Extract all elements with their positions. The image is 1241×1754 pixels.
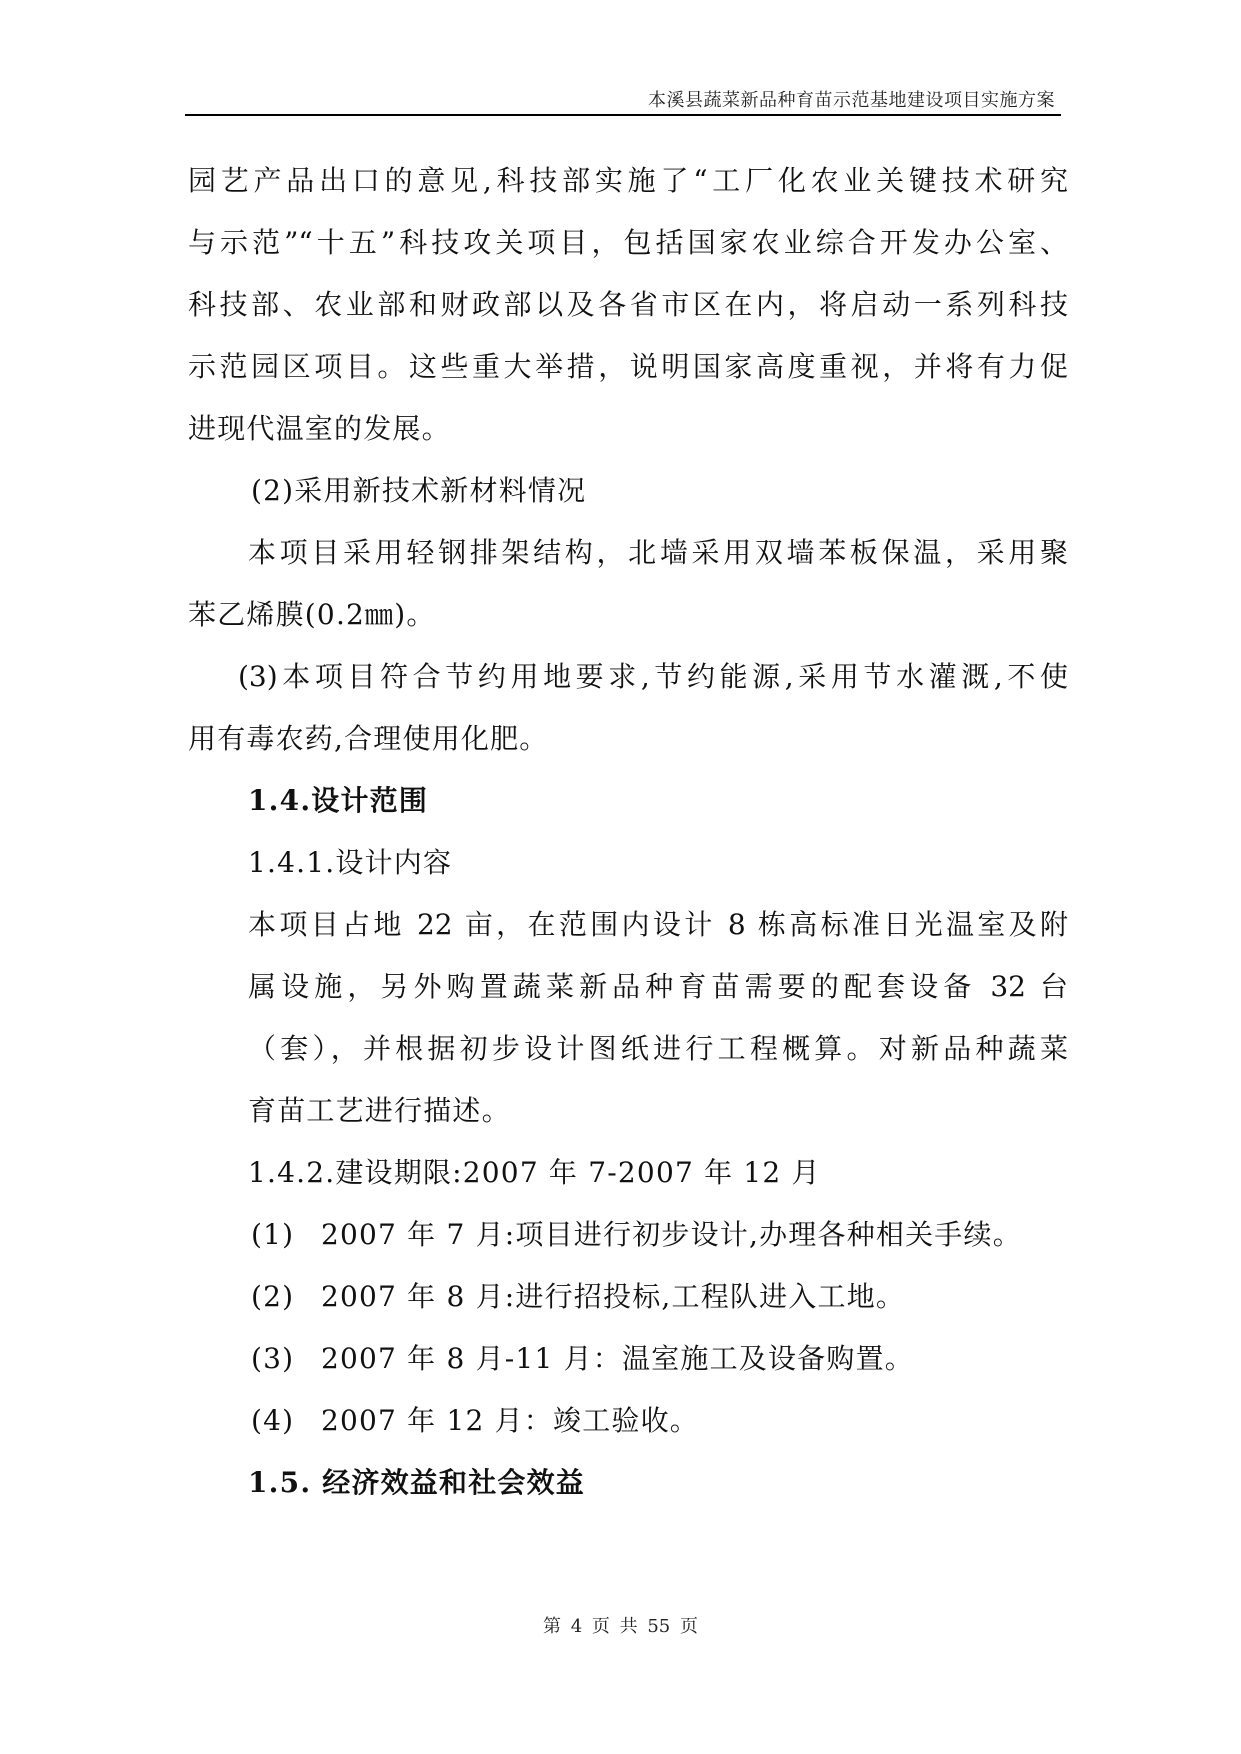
schedule-item-number: (4) — [251, 1404, 295, 1437]
schedule-item-text: 2007 年 8 月-11 月：温室施工及设备购置。 — [321, 1342, 914, 1375]
schedule-item-text: 2007 年 8 月:进行招投标,工程队进入工地。 — [321, 1280, 906, 1313]
schedule-item — [188, 1328, 1068, 1390]
header-title: 本溪县蔬菜新品种育苗示范基地建设项目实施方案 — [648, 90, 1055, 111]
paragraph-line: 示范园区项目。这些重大举措，说明国家高度重视，并将有力促 — [188, 350, 1068, 383]
paragraph-line: 科技部、农业部和财政部以及各省市区在内，将启动一系列科技 — [188, 288, 1068, 321]
document-body — [188, 150, 1068, 1514]
schedule-item-text: 2007 年 7 月:项目进行初步设计,办理各种相关手续。 — [321, 1218, 1022, 1251]
paragraph-line: (3)本项目符合节约用地要求,节约能源,采用节水灌溉,不使 — [238, 660, 1068, 693]
paragraph-line: （套），并根据初步设计图纸进行工程概算。对新品种蔬菜 — [248, 1032, 1068, 1065]
paragraph-line: 本项目采用轻钢排架结构，北墙采用双墙苯板保温，采用聚 — [248, 536, 1068, 569]
paragraph-line: 属设施，另外购置蔬菜新品种育苗需要的配套设备 32 台 — [248, 970, 1068, 1003]
page-footer: 第 4 页 共 55 页 — [543, 1616, 698, 1637]
schedule-item — [188, 1266, 1068, 1328]
section-heading-1-5: 1.5. 经济效益和社会效益 — [248, 1466, 586, 1499]
section-heading-1-4-2: 1.4.2.建设期限:2007 年 7-2007 年 12 月 — [248, 1156, 821, 1189]
page-header — [185, 82, 1061, 116]
paragraph-line: 与示范”“十五”科技攻关项目，包括国家农业综合开发办公室、 — [188, 226, 1068, 259]
paragraph-line: 园艺产品出口的意见,科技部实施了“工厂化农业关键技术研究 — [188, 164, 1068, 197]
section-heading-1-4: 1.4.设计范围 — [248, 784, 429, 817]
paragraph-line: 本项目占地 22 亩，在范围内设计 8 栋高标准日光温室及附 — [248, 908, 1068, 941]
paragraph-line: 进现代温室的发展。 — [188, 412, 451, 445]
paragraph-line: 育苗工艺进行描述。 — [248, 1094, 511, 1127]
schedule-item-text: 2007 年 12 月：竣工验收。 — [321, 1404, 699, 1437]
paragraph-line: 苯乙烯膜(0.2㎜)。 — [188, 598, 436, 631]
paragraph-line: 用有毒农药,合理使用化肥。 — [188, 722, 549, 755]
item2-heading: (2)采用新技术新材料情况 — [251, 474, 587, 507]
schedule-item — [188, 1204, 1068, 1266]
schedule-item-number: (1) — [251, 1218, 295, 1251]
section-heading-1-4-1: 1.4.1.设计内容 — [248, 846, 453, 879]
schedule-item-number: (2) — [251, 1280, 295, 1313]
schedule-item — [188, 1390, 1068, 1452]
schedule-item-number: (3) — [251, 1342, 295, 1375]
